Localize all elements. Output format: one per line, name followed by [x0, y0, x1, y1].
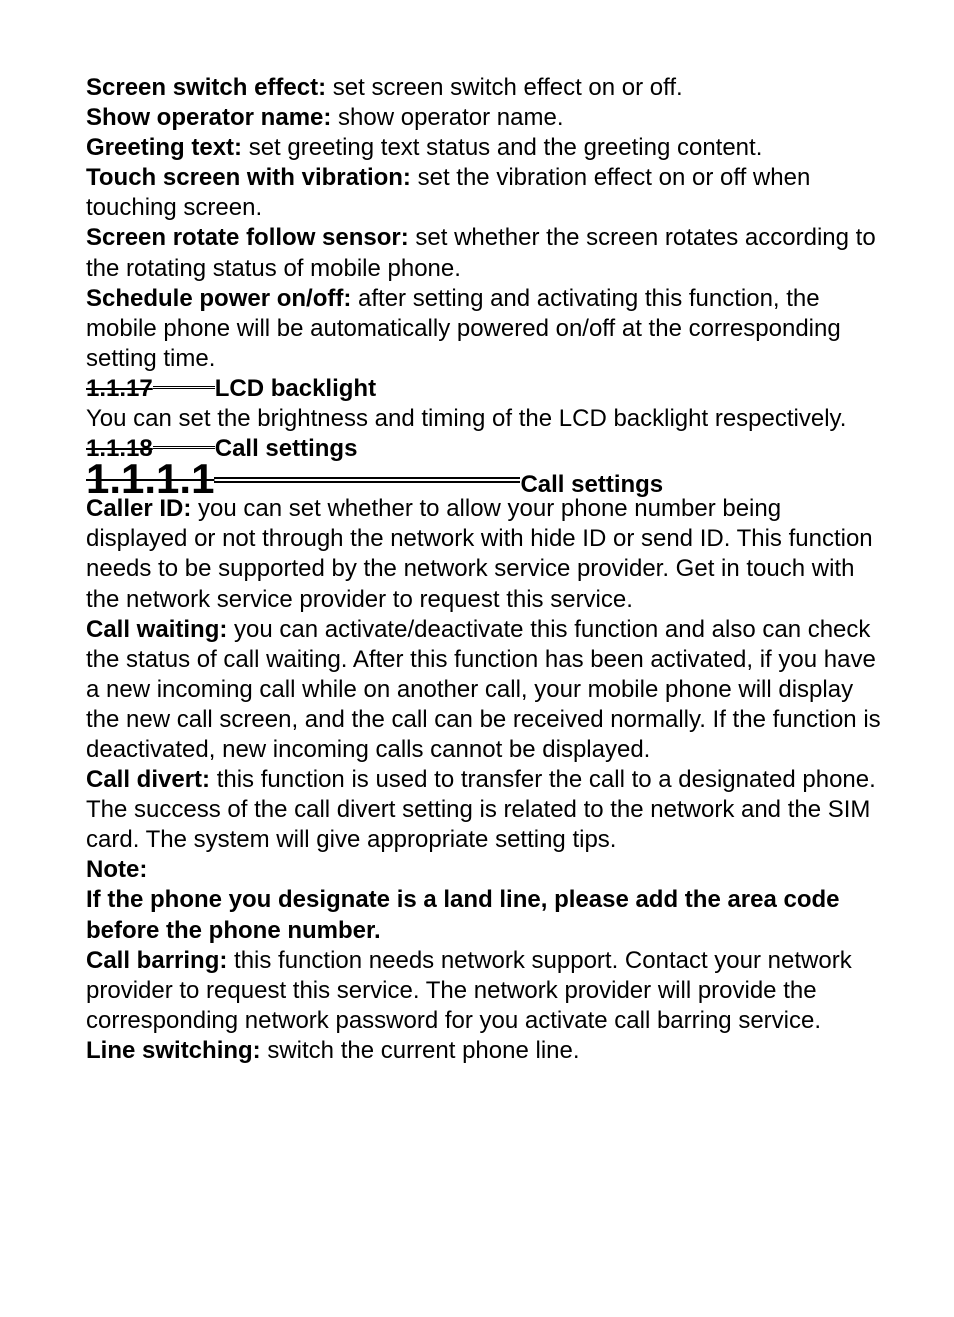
setting-term: Touch screen with vibration: — [86, 164, 411, 192]
setting-term: Greeting text: — [86, 134, 243, 162]
setting-screen-switch-effect — [86, 73, 886, 103]
section-title: LCD backlight — [214, 374, 377, 402]
setting-greeting-text — [86, 133, 886, 163]
setting-description: set greeting text status and the greeting content. — [242, 134, 763, 162]
setting-show-operator-name — [86, 103, 886, 133]
note-label: Note: — [86, 856, 148, 884]
setting-term: Screen switch effect: — [86, 74, 327, 101]
call-item-caller-id — [86, 494, 886, 614]
call-item-description: you can set whether to allow your phone number being displayed or not through the network with hide ID or send ID. This function needs to be supported by the network service provider. Get in touch with the network service provider to request this service. — [86, 495, 873, 613]
setting-term: Schedule power on/off: — [86, 284, 352, 312]
call-item-term: Caller ID: — [86, 495, 192, 523]
section-title: Call settings — [214, 435, 358, 463]
call-item-call-barring — [86, 946, 886, 1036]
setting-description: set the vibration effect on or off when touching screen. — [86, 164, 811, 222]
lcd-backlight-description: You can set the brightness and timing of the LCD backlight respectively. — [86, 405, 847, 433]
heading-rule — [153, 386, 215, 389]
section-heading-lcd-backlight — [86, 374, 886, 404]
section-number: 1.1.18 — [86, 435, 153, 463]
call-item-description: switch the current phone line. — [260, 1036, 580, 1064]
setting-touch-vibration — [86, 163, 886, 223]
heading-rule — [153, 446, 215, 449]
setting-screen-rotate — [86, 223, 886, 283]
setting-description: after setting and activating this function, the mobile phone will be automatically powered on/off at the corresponding setting time. — [86, 284, 841, 372]
setting-description: show operator name. — [331, 104, 564, 132]
note-text: If the phone you designate is a land line, please add the area code before the phone number. — [86, 886, 840, 944]
setting-schedule-power — [86, 284, 886, 374]
call-item-term: Line switching: — [86, 1036, 261, 1064]
call-item-description: you can activate/deactivate this function and also can check the status of call waiting. After this function has been activated, if you have a new incoming call while on another call, your mobile phone will display the new call screen, and the call can be received normally. If the function is deactivated, new incoming calls cannot be displayed. — [86, 615, 881, 763]
section-number: 1.1.17 — [86, 374, 153, 402]
setting-description: set screen switch effect on or off. — [326, 74, 683, 101]
heading-rule-large — [214, 477, 520, 483]
document-page — [86, 73, 886, 1066]
setting-term: Screen rotate follow sensor: — [86, 224, 409, 252]
setting-description: set whether the screen rotates according to the rotating status of mobile phone. — [86, 224, 876, 282]
call-item-term: Call waiting: — [86, 615, 228, 643]
call-item-description: this function needs network support. Contact your network provider to request this service. The network provider will provide the corresponding network password for you activate call barring service. — [86, 946, 852, 1034]
call-item-call-waiting — [86, 615, 886, 765]
call-item-term: Call divert: — [86, 766, 211, 794]
call-item-call-divert — [86, 765, 886, 855]
section-number-large: 1.1.1.1 — [86, 455, 215, 503]
section-heading-call-settings-large — [86, 455, 886, 503]
setting-term: Show operator name: — [86, 104, 332, 132]
call-item-description: this function is used to transfer the call to a designated phone. The success of the call divert setting is related to the network and the SIM card. The system will give appropriate setting tips. — [86, 766, 876, 854]
call-item-term: Call barring: — [86, 946, 228, 974]
call-item-line-switching — [86, 1036, 886, 1066]
section-title-large: Call settings — [520, 471, 664, 499]
